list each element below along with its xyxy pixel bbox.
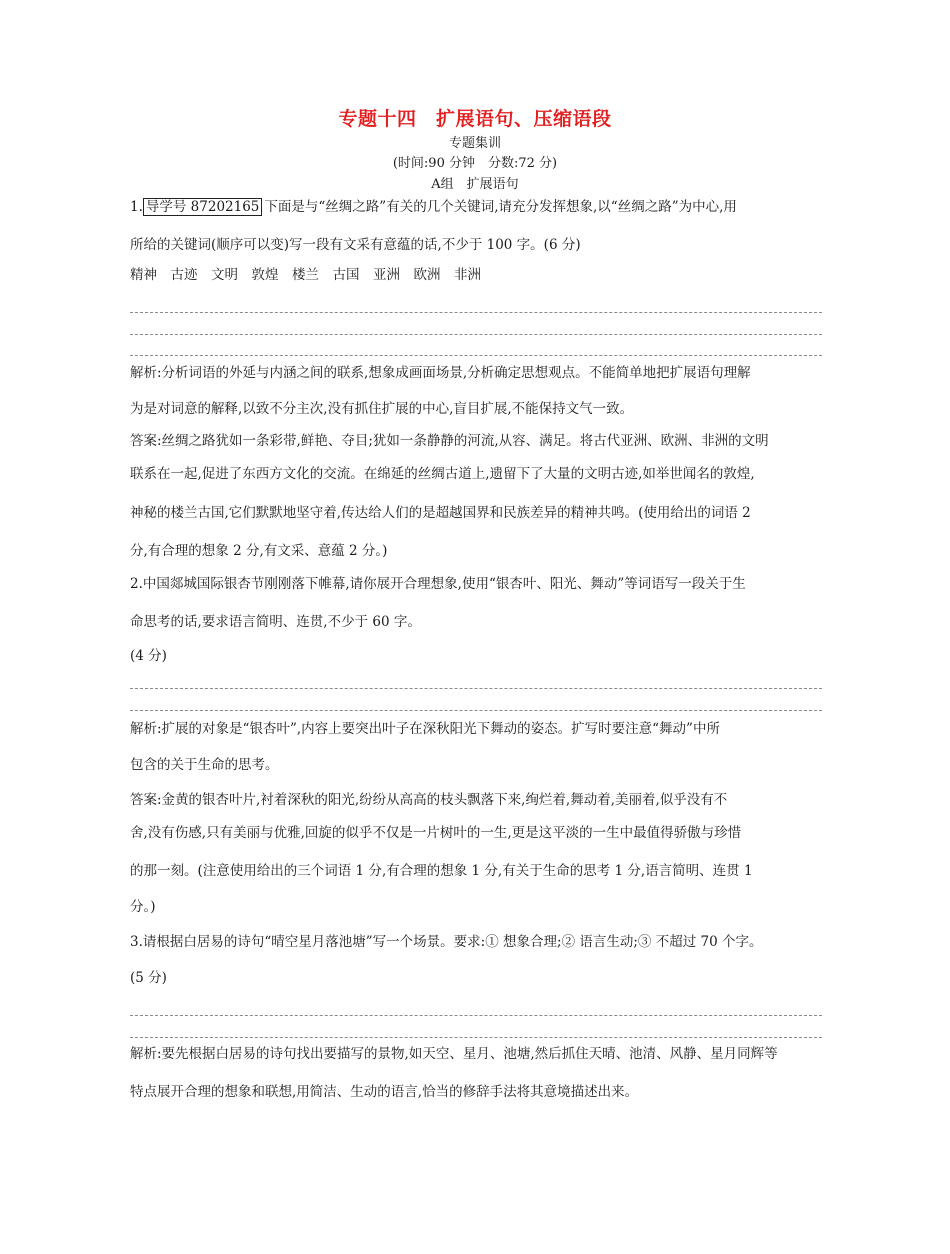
q1-analysis-line: 为是对词意的解释,以致不分主次,没有抓住扩展的中心,盲目扩展,不能保持文气一致。: [130, 401, 634, 417]
q1-answer-line: 答案:丝绸之路犹如一条彩带,鲜艳、夺目;犹如一条静静的河流,从容、满足。将古代亚洲、欧洲、非洲的文明: [130, 433, 769, 449]
q1-answer-line: 神秘的楼兰古国,它们默默地坚守着,传达给人们的是超越国界和民族差异的精神共鸣。(使用给出的词语 2: [130, 505, 751, 521]
subtitle: 专题集训: [448, 136, 501, 151]
answer-line: [130, 688, 822, 689]
q1-number: 1.: [130, 199, 143, 215]
answer-line: [130, 334, 822, 335]
q2-analysis-line: 解析:扩展的对象是“银杏叶”,内容上要突出叶子在深秋阳光下舞动的姿态。扩写时要注意“舞动”中所: [130, 721, 720, 737]
q3-analysis-line: 特点展开合理的想象和联想,用简洁、生动的语言,恰当的修辞手法将其意境描述出来。: [130, 1084, 639, 1100]
q2-answer-line: 分。): [130, 899, 156, 915]
q1-keywords: 精神 古迹 文明 敦煌 楼兰 古国 亚洲 欧洲 非洲: [130, 267, 481, 283]
q2-score: (4 分): [130, 648, 167, 664]
q2-line2: 命思考的话,要求语言简明、连贯,不少于 60 字。: [130, 614, 421, 630]
q1-analysis-line: 解析:分析词语的外延与内涵之间的联系,想象成画面场景,分析确定思想观点。不能简单地把扩展语句理解: [130, 365, 751, 381]
q1-text1: 下面是与“丝绸之路”有关的几个关键词,请充分发挥想象,以“丝绸之路”为中心,用: [264, 199, 737, 215]
q3-score: (5 分): [130, 970, 167, 986]
group-heading: A组 扩展语句: [431, 177, 519, 192]
q3-analysis-line: 解析:要先根据白居易的诗句找出要描写的景物,如天空、星月、池塘,然后抓住天晴、池清、风静、星月同辉等: [130, 1046, 778, 1062]
q2-answer-line: 舍,没有伤感,只有美丽与优雅,回旋的似乎不仅是一片树叶的一生,更是这平淡的一生中最值得骄傲与珍惜: [130, 825, 742, 841]
page-title: 专题十四 扩展语句、压缩语段: [338, 108, 612, 130]
q1-answer-line: 分,有合理的想象 2 分,有文采、意蕴 2 分。): [130, 543, 388, 559]
time-score-line: (时间:90 分钟 分数:72 分): [392, 156, 558, 171]
q1-tag-box: 导学号 87202165: [143, 198, 263, 216]
q2-answer-line: 的那一刻。(注意使用给出的三个词语 1 分,有合理的想象 1 分,有关于生命的思考 1 分,语言简明、连贯 1: [130, 863, 753, 879]
answer-line: [130, 710, 822, 711]
answer-line: [130, 1037, 822, 1038]
q1-answer-line: 联系在一起,促进了东西方文化的交流。在绵延的丝绸古道上,遗留下了大量的文明古迹,如举世闻名的敦煌,: [130, 466, 755, 482]
q2-answer-line: 答案:金黄的银杏叶片,衬着深秋的阳光,纷纷从高高的枝头飘落下来,绚烂着,舞动着,美丽着,似乎没有不: [130, 792, 728, 808]
q3-line1: 3.请根据白居易的诗句“晴空星月落池塘”写一个场景。要求:① 想象合理;② 语言生动;③ 不超过 70 个字。: [130, 934, 763, 950]
q2-line1: 2.中国郯城国际银杏节刚刚落下帷幕,请你展开合理想象,使用“银杏叶、阳光、舞动”等词语写一段关于生: [130, 576, 746, 592]
q1-line2: 所给的关键词(顺序可以变)写一段有文采有意蕴的话,不少于 100 字。(6 分): [130, 237, 581, 253]
q2-analysis-line: 包含的关于生命的思考。: [130, 757, 279, 773]
q1-line1: [130, 198, 737, 216]
answer-line: [130, 1015, 822, 1016]
answer-line: [130, 355, 822, 356]
answer-line: [130, 312, 822, 313]
